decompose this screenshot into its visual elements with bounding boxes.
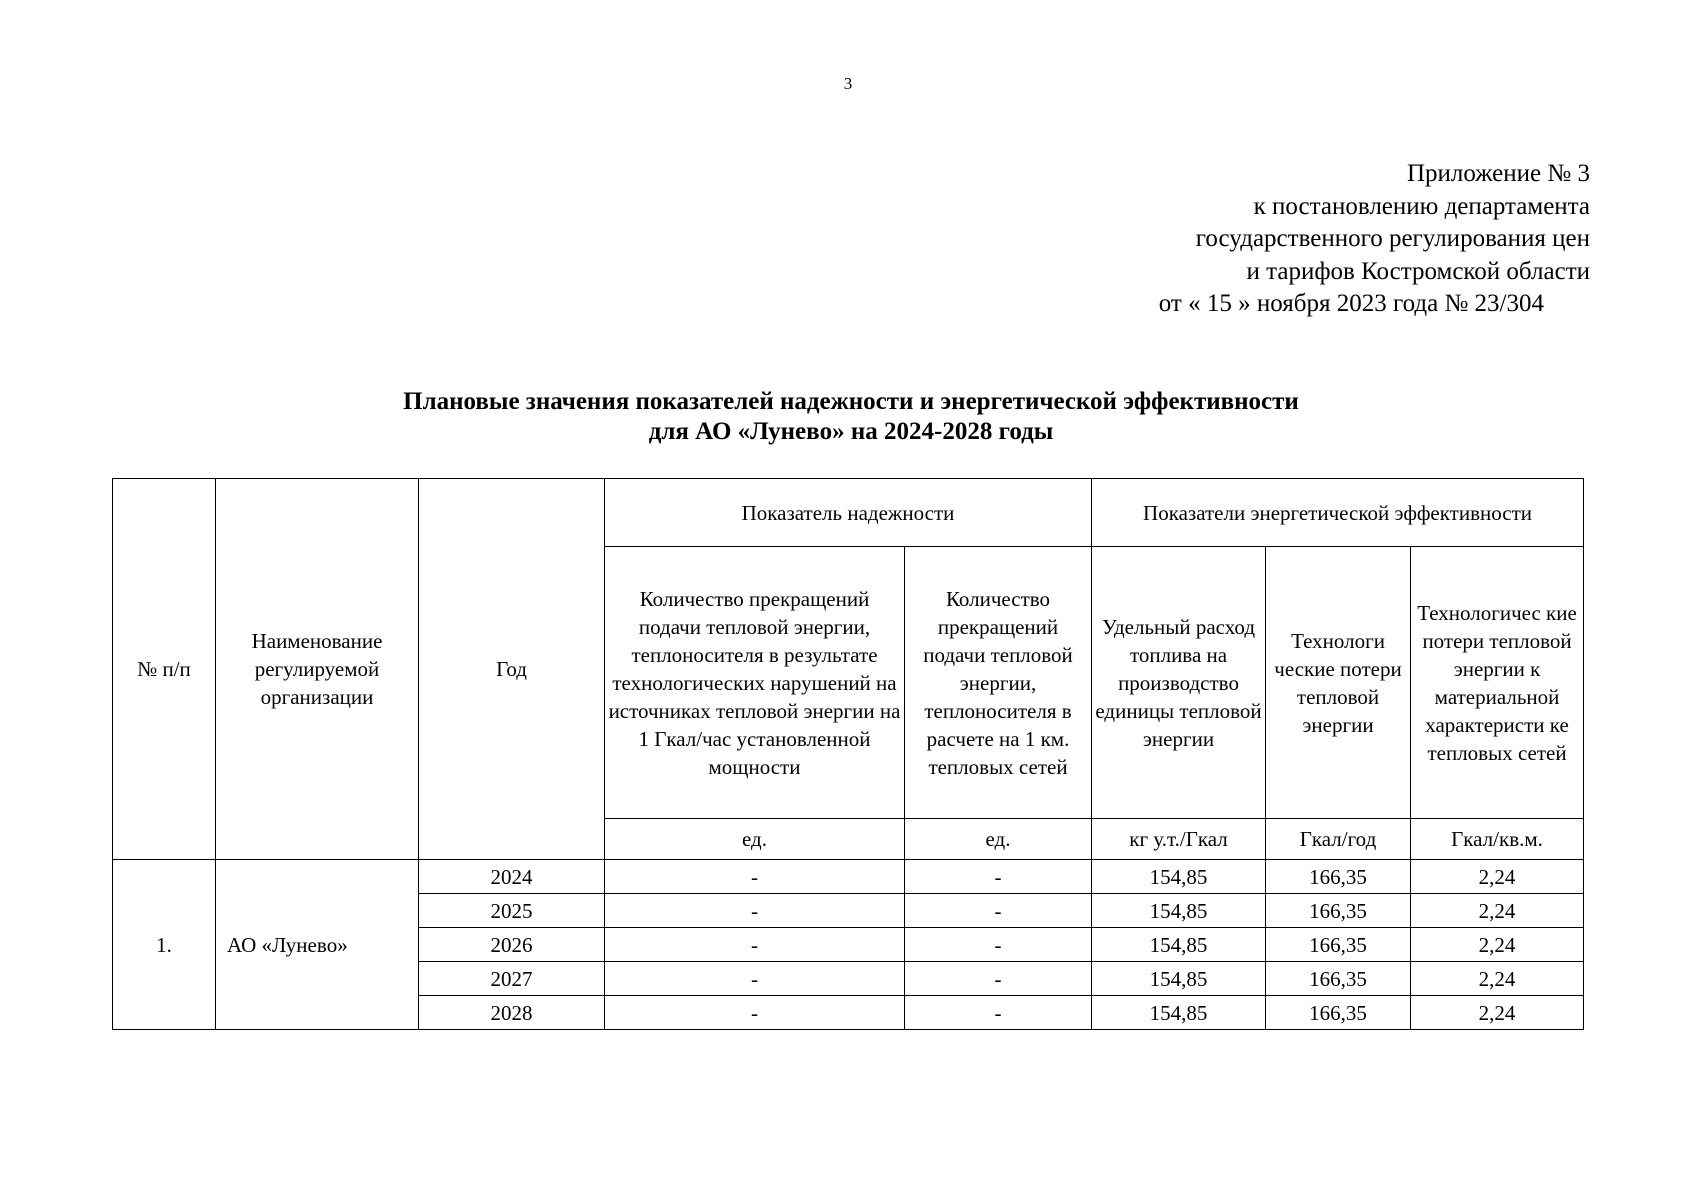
document-title [0, 387, 1696, 447]
eff2-cell: 166,35 [1266, 860, 1411, 894]
year-cell: 2024 [419, 860, 605, 894]
eff2-cell: 166,35 [1266, 962, 1411, 996]
header-eff-col2: Технологи ческие потери тепловой энергии [1266, 547, 1411, 819]
rel2-cell: - [905, 894, 1092, 928]
header-efficiency-group: Показатели энергетической эффективности [1092, 479, 1584, 547]
appendix-block [1159, 158, 1590, 321]
eff1-cell: 154,85 [1092, 996, 1266, 1030]
title-line-2: для АО «Луневo» на 2024-2028 годы [648, 418, 1054, 445]
org-number-cell: 1. [113, 860, 216, 1030]
header-eff-col3: Технологичес кие потери тепловой энергии к материальной характеристи ке тепловых сетей [1411, 547, 1584, 819]
header-rel-col1: Количество прекращений подачи тепловой энергии, теплоносителя в результате технологических нарушений на источниках тепловой энергии на 1 Гкал/час установленной мощности [605, 547, 905, 819]
appendix-line: к постановлению департамента [1253, 192, 1590, 220]
eff3-cell: 2,24 [1411, 962, 1584, 996]
eff3-cell: 2,24 [1411, 996, 1584, 1030]
rel1-cell: - [605, 860, 905, 894]
appendix-line: Приложение № 3 [1406, 160, 1590, 187]
rel2-cell: - [905, 996, 1092, 1030]
eff3-cell: 2,24 [1411, 860, 1584, 894]
header-reliability-group: Показатель надежности [605, 479, 1092, 547]
rel1-cell: - [605, 962, 905, 996]
rel2-cell: - [905, 962, 1092, 996]
rel1-cell: - [605, 894, 905, 928]
year-cell: 2027 [419, 962, 605, 996]
unit-rel-col1: ед. [605, 819, 905, 860]
eff2-cell: 166,35 [1266, 928, 1411, 962]
eff1-cell: 154,85 [1092, 962, 1266, 996]
year-cell: 2025 [419, 894, 605, 928]
header-num: № п/п [113, 479, 216, 860]
appendix-line: и тарифов Костромской области [1246, 257, 1590, 285]
year-cell: 2026 [419, 928, 605, 962]
title-line-1: Плановые значения показателей надежности и энергетической эффективности [403, 388, 1299, 415]
year-cell: 2028 [419, 996, 605, 1030]
header-year: Год [419, 479, 605, 860]
appendix-line: государственного регулирования цен [1195, 225, 1590, 252]
eff2-cell: 166,35 [1266, 996, 1411, 1030]
appendix-date-line: от « 15 » ноября 2023 года № 23/304 [1158, 290, 1544, 317]
eff3-cell: 2,24 [1411, 894, 1584, 928]
rel2-cell: - [905, 860, 1092, 894]
header-rel-col2: Количество прекращений подачи тепловой энергии, теплоносителя в расчете на 1 км. тепловых сетей [905, 547, 1092, 819]
header-eff-col1: Удельный расход топлива на производство единицы тепловой энергии [1092, 547, 1266, 819]
eff1-cell: 154,85 [1092, 894, 1266, 928]
unit-eff-col2: Гкал/год [1266, 819, 1411, 860]
unit-eff-col1: кг у.т./Гкал [1092, 819, 1266, 860]
rel2-cell: - [905, 928, 1092, 962]
table-row [113, 860, 1584, 894]
indicators-table [112, 478, 1584, 1030]
page-number: 3 [843, 74, 853, 93]
header-group-row [113, 479, 1584, 547]
unit-rel-col2: ед. [905, 819, 1092, 860]
rel1-cell: - [605, 928, 905, 962]
header-org: Наименование регулируемой организации [216, 479, 419, 860]
unit-eff-col3: Гкал/кв.м. [1411, 819, 1584, 860]
eff3-cell: 2,24 [1411, 928, 1584, 962]
eff1-cell: 154,85 [1092, 860, 1266, 894]
rel1-cell: - [605, 996, 905, 1030]
eff1-cell: 154,85 [1092, 928, 1266, 962]
eff2-cell: 166,35 [1266, 894, 1411, 928]
org-name-cell: АО «Луневo» [216, 860, 419, 1030]
